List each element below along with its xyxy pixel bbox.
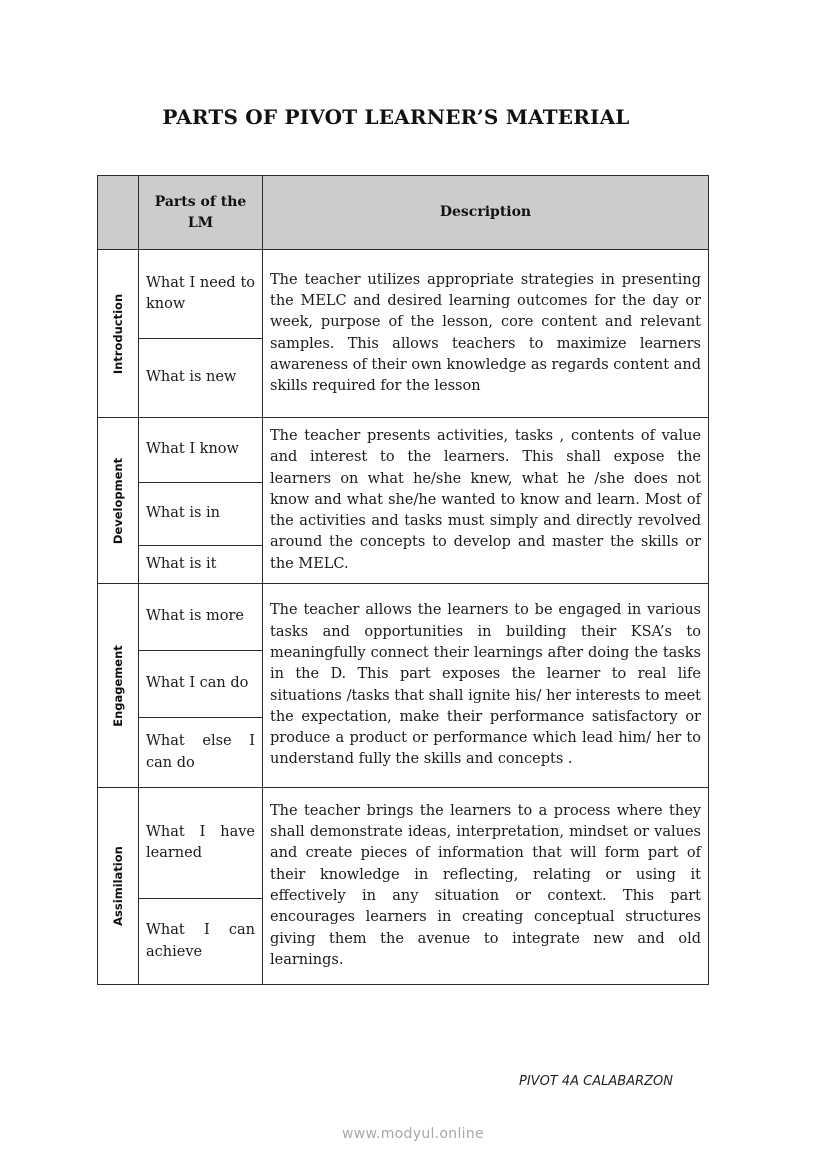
part-cell: What is new xyxy=(139,339,263,418)
part-cell: What I can achieve xyxy=(139,899,263,985)
header-parts: Parts of the LM xyxy=(139,176,263,250)
table-row xyxy=(98,584,709,651)
part-cell: What I need to know xyxy=(139,250,263,339)
stage-label: Assimilation xyxy=(111,846,125,926)
watermark: www.modyul.online xyxy=(342,1126,484,1142)
part-cell: What is more xyxy=(139,584,263,651)
part-cell: What I can do xyxy=(139,651,263,718)
table-row xyxy=(98,418,709,483)
part-cell: What I have learned xyxy=(139,788,263,899)
stage-cell xyxy=(98,418,139,584)
part-cell: What I know xyxy=(139,418,263,483)
description-cell: The teacher presents activities, tasks , contents of value and interest to the learners. This shall expose the learners on what he/she knew, what he /she does not know and what she/he wanted to know and learn. Most of the activities and tasks must simply and directly revolved around the concepts to develop and master the skills or the MELC. xyxy=(263,418,709,584)
part-cell: What is it xyxy=(139,546,263,584)
description-cell: The teacher utilizes appropriate strategies in presenting the MELC and desired learning outcomes for the day or week, purpose of the lesson, core content and relevant samples. This allows teachers to maximize learners awareness of their own knowledge as regards content and skills required for the lesson xyxy=(263,250,709,418)
part-cell: What is in xyxy=(139,483,263,546)
table-row xyxy=(98,788,709,899)
lm-parts-table xyxy=(97,175,709,985)
table-header-row xyxy=(98,176,709,250)
description-cell: The teacher allows the learners to be engaged in various tasks and opportunities in building their KSA’s to meaningfully connect their learnings after doing the tasks in the D. This part exposes the learner to real life situations /tasks that shall ignite his/ her interests to meet the expectation, make their performance satisfactory or produce a product or performance which lead him/ her to understand fully the skills and concepts . xyxy=(263,584,709,788)
description-cell: The teacher brings the learners to a process where they shall demonstrate ideas, interpretation, mindset or values and create pieces of information that will form part of their knowledge in reflecting, relating or using it effectively in any situation or context. This part encourages learners in creating conceptual structures giving them the avenue to integrate new and old learnings. xyxy=(263,788,709,985)
header-description: Description xyxy=(263,176,709,250)
stage-label: Introduction xyxy=(111,293,125,374)
footer-text: PIVOT 4A CALABARZON xyxy=(519,1074,673,1089)
stage-cell xyxy=(98,250,139,418)
stage-cell xyxy=(98,788,139,985)
header-stage xyxy=(98,176,139,250)
stage-cell xyxy=(98,584,139,788)
stage-label: Engagement xyxy=(111,644,125,727)
part-cell: What else I can do xyxy=(139,718,263,788)
page-title: PARTS OF PIVOT LEARNER’S MATERIAL xyxy=(162,105,630,129)
table-row xyxy=(98,250,709,339)
stage-label: Development xyxy=(111,457,125,544)
